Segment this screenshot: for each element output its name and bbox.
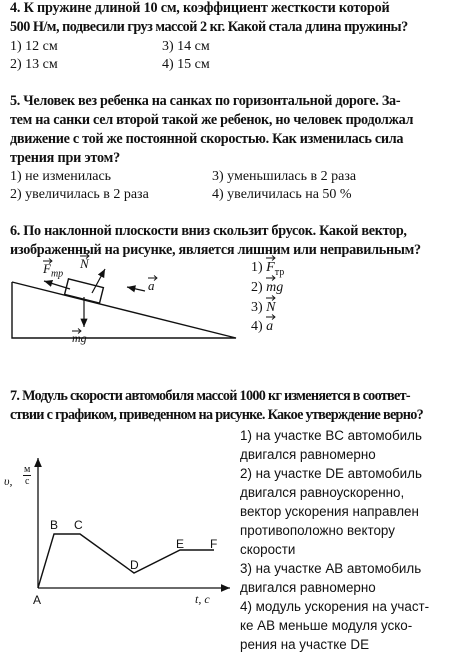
q7-answer-line[interactable]: 1) на участке BC автомобиль: [240, 428, 422, 443]
q7-velocity-graph: [0, 440, 236, 615]
q7-answer-line[interactable]: скорости: [240, 542, 296, 557]
q7-answer-line[interactable]: вектор ускорения направлен: [240, 504, 419, 519]
q7-answer-line[interactable]: двигался равноускоренно,: [240, 485, 405, 500]
fig-gravity-label: mg: [72, 331, 87, 346]
q7-answer-line[interactable]: рения на участке DE: [240, 637, 370, 652]
q6-option-2[interactable]: 2) mg: [251, 278, 283, 297]
q7-answer-line[interactable]: ке AB меньше модуля уско-: [240, 618, 413, 633]
incline-plane: [12, 282, 236, 338]
q6-option-3[interactable]: 3) N: [251, 298, 276, 317]
q4-line1: 4. К пружине длиной 10 см, коэффициент жесткости которой: [10, 0, 390, 16]
fig-friction-label: F $_{тр}$: [43, 261, 63, 280]
q4-option-1[interactable]: 1) 12 см: [10, 39, 58, 54]
point-C: C: [74, 518, 83, 532]
point-D: D: [130, 558, 139, 572]
q5-text: [10, 92, 468, 168]
q5-line4: трения при этом?: [10, 150, 120, 166]
q7-answer-line[interactable]: 4) модуль ускорения на участ-: [240, 599, 430, 614]
q5-line3: движение с той же постоянной скоростью. Как изменилась сила: [10, 131, 404, 147]
point-B: B: [50, 518, 59, 532]
q4-option-3[interactable]: 3) 14 см: [162, 39, 210, 54]
q7-answer-line[interactable]: двигался равномерно: [240, 580, 376, 595]
velocity-line: [38, 534, 214, 588]
q7-answer-line[interactable]: 2) на участке DE автомобиль: [240, 466, 422, 481]
q6-option-1[interactable]: 1) F $_{тр}$: [251, 258, 284, 282]
point-A: A: [33, 593, 42, 607]
q5-option-3[interactable]: 3) уменьшилась в 2 раза: [212, 169, 357, 184]
acceleration-arrow: [127, 287, 145, 291]
q7-answers: [240, 426, 472, 654]
q5-option-1[interactable]: 1) не изменилась: [10, 169, 112, 184]
q7-answer-line[interactable]: двигался равномерно: [240, 447, 376, 462]
q7-answer-line[interactable]: 3) на участке AB автомобиль: [240, 561, 422, 576]
q5-line1: 5. Человек вез ребенка на санках по горизонтальной дороге. За-: [10, 93, 401, 109]
q6-line2: изображенный на рисунке, является лишним или неправильным?: [10, 242, 421, 258]
q5-line2: тем на санки сел второй такой же ребенок, но человек продолжал: [10, 112, 414, 128]
q4-text: [10, 0, 468, 37]
y-axis-unit: м с: [24, 464, 31, 487]
y-axis-label: υ,: [4, 474, 13, 488]
q4-option-4[interactable]: 4) 15 см: [162, 57, 210, 72]
point-F: F: [210, 537, 218, 551]
q6-line1: 6. По наклонной плоскости вниз скользит брусок. Какой вектор,: [10, 223, 407, 239]
q7-line2: ствии с графиком, приведенном на рисунке. Какое утверждение верно?: [10, 407, 423, 423]
q6-option-4[interactable]: 4) a: [251, 317, 273, 336]
q4-line2: 500 Н/м, подвесили груз массой 2 кг. Какой стала длина пружины?: [10, 19, 408, 35]
q7-answer-line[interactable]: противоположно вектору: [240, 523, 395, 538]
fig-normal-label: N: [80, 256, 89, 272]
friction-force-arrow: [44, 281, 70, 289]
x-axis-label: t, c: [195, 592, 210, 606]
q4-option-2[interactable]: 2) 13 см: [10, 57, 58, 72]
fig-acceleration-label: a: [148, 278, 155, 294]
q5-option-4[interactable]: 4) увеличилась на 50 %: [212, 187, 352, 202]
q5-option-2[interactable]: 2) увеличилась в 2 раза: [10, 187, 149, 202]
q7-text: [10, 387, 468, 425]
q7-line1: 7. Модуль скорости автомобиля массой 1000 кг изменяется в соответ-: [10, 388, 410, 404]
point-E: E: [176, 537, 185, 551]
